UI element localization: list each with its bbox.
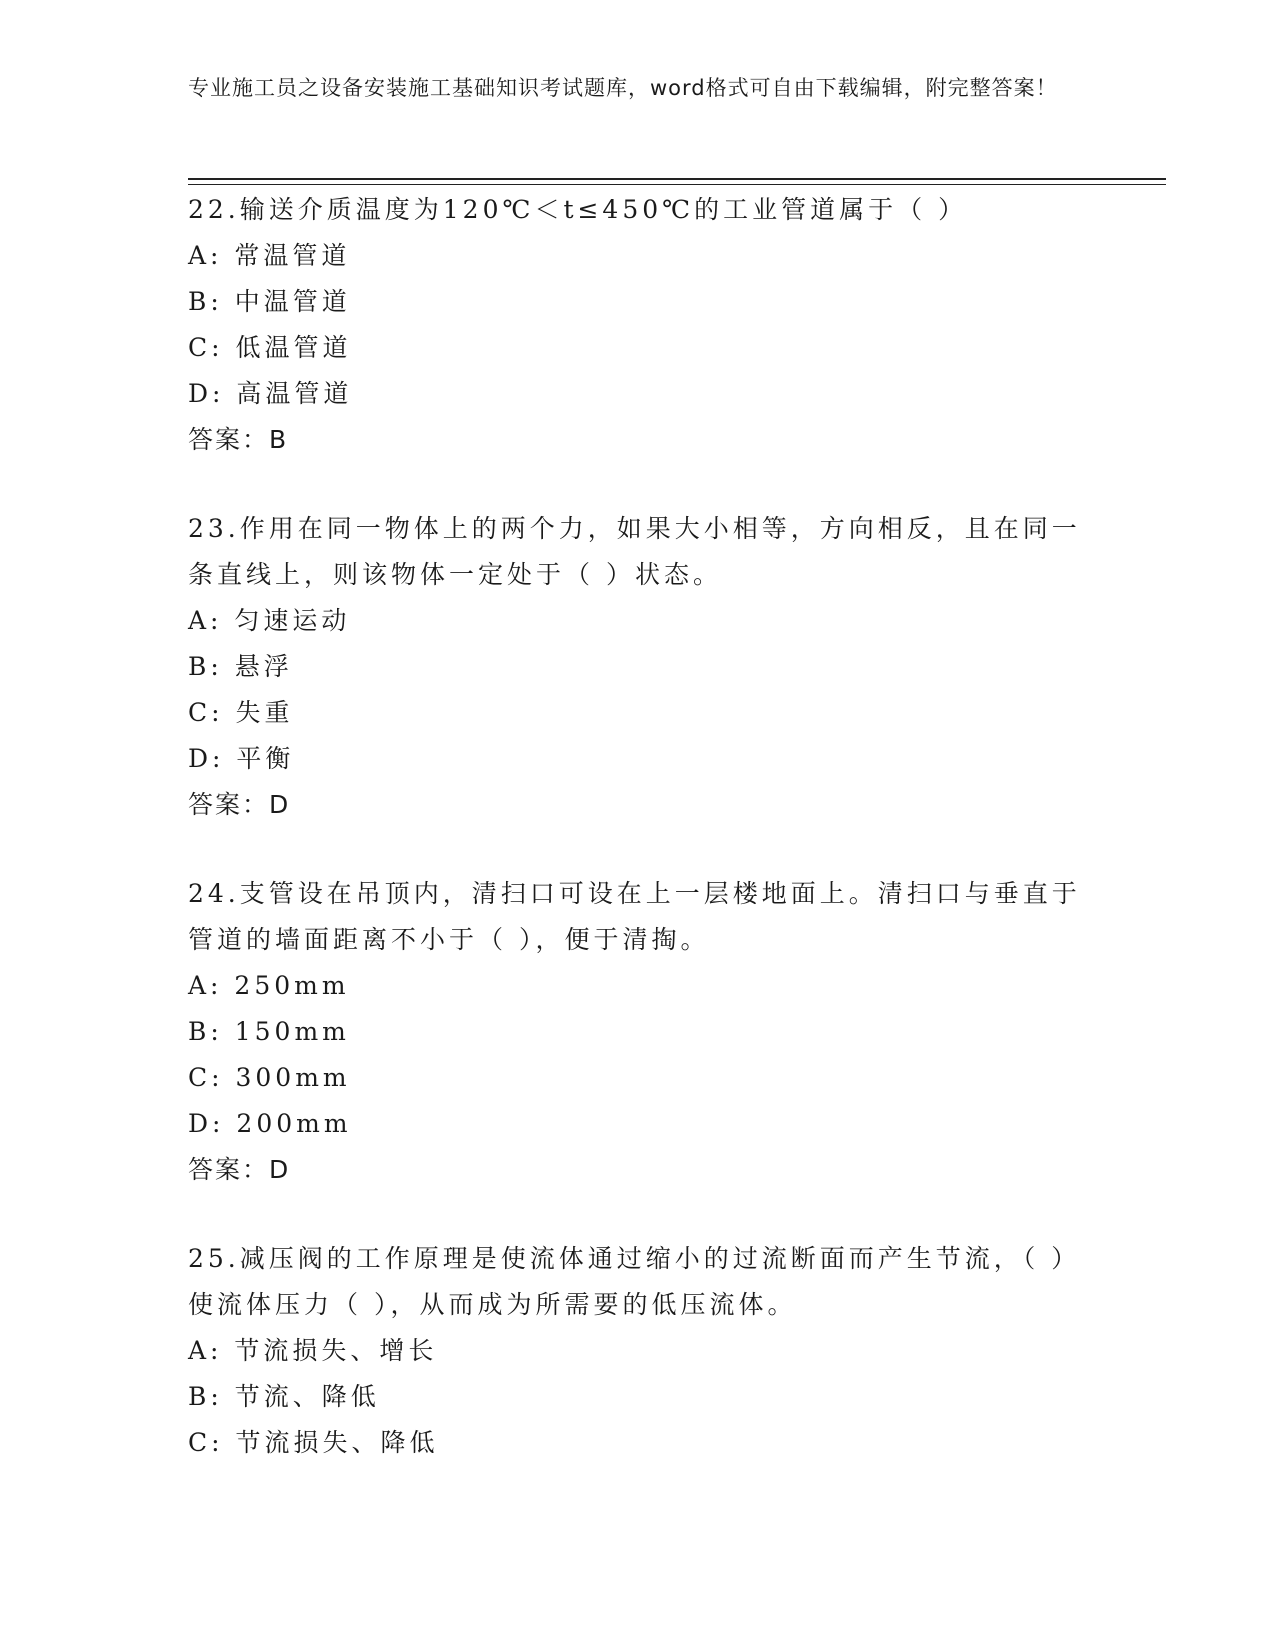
option-c: C: 节流损失、降低 [188,1428,439,1457]
option-b: B: 中温管道 [188,287,351,316]
question-text: 25.减压阀的工作原理是使流体通过缩小的过流断面而产生节流，（ ）使流体压力（ ），从而成为所需要的低压流体。 [188,1244,1081,1319]
option-d: D: 平衡 [188,744,295,773]
option-d: D: 200mm [188,1109,352,1138]
question-22 [188,187,1088,463]
option-b: B: 节流、降低 [188,1382,380,1411]
document-header: 专业施工员之设备安装施工基础知识考试题库，word格式可自由下载编辑，附完整答案！ [188,76,1058,100]
option-c: C: 300mm [188,1063,351,1092]
answer-line: 答案：B [188,425,289,454]
question-list [188,187,1088,1509]
option-c: C: 低温管道 [188,333,352,362]
option-a: A: 匀速运动 [188,606,351,635]
question-25 [188,1236,1088,1466]
option-a: A: 250mm [188,971,350,1000]
header-rule-thin [188,184,1166,185]
question-text: 24.支管设在吊顶内，清扫口可设在上一层楼地面上。清扫口与垂直于管道的墙面距离不小于（ ），便于清掏。 [188,879,1081,954]
question-24 [188,871,1088,1193]
option-a: A: 常温管道 [188,241,351,270]
question-23 [188,506,1088,828]
header-rule-thick [188,178,1166,180]
option-a: A: 节流损失、增长 [188,1336,438,1365]
option-b: B: 悬浮 [188,652,293,681]
option-b: B: 150mm [188,1017,350,1046]
option-d: D: 高温管道 [188,379,353,408]
answer-line: 答案：D [188,790,291,819]
question-text: 23.作用在同一物体上的两个力，如果大小相等，方向相反，且在同一条直线上，则该物体一定处于（ ）状态。 [188,514,1081,589]
question-text: 22.输送介质温度为120℃＜t≤450℃的工业管道属于（ ） [188,195,968,224]
answer-line: 答案：D [188,1155,291,1184]
option-c: C: 失重 [188,698,294,727]
